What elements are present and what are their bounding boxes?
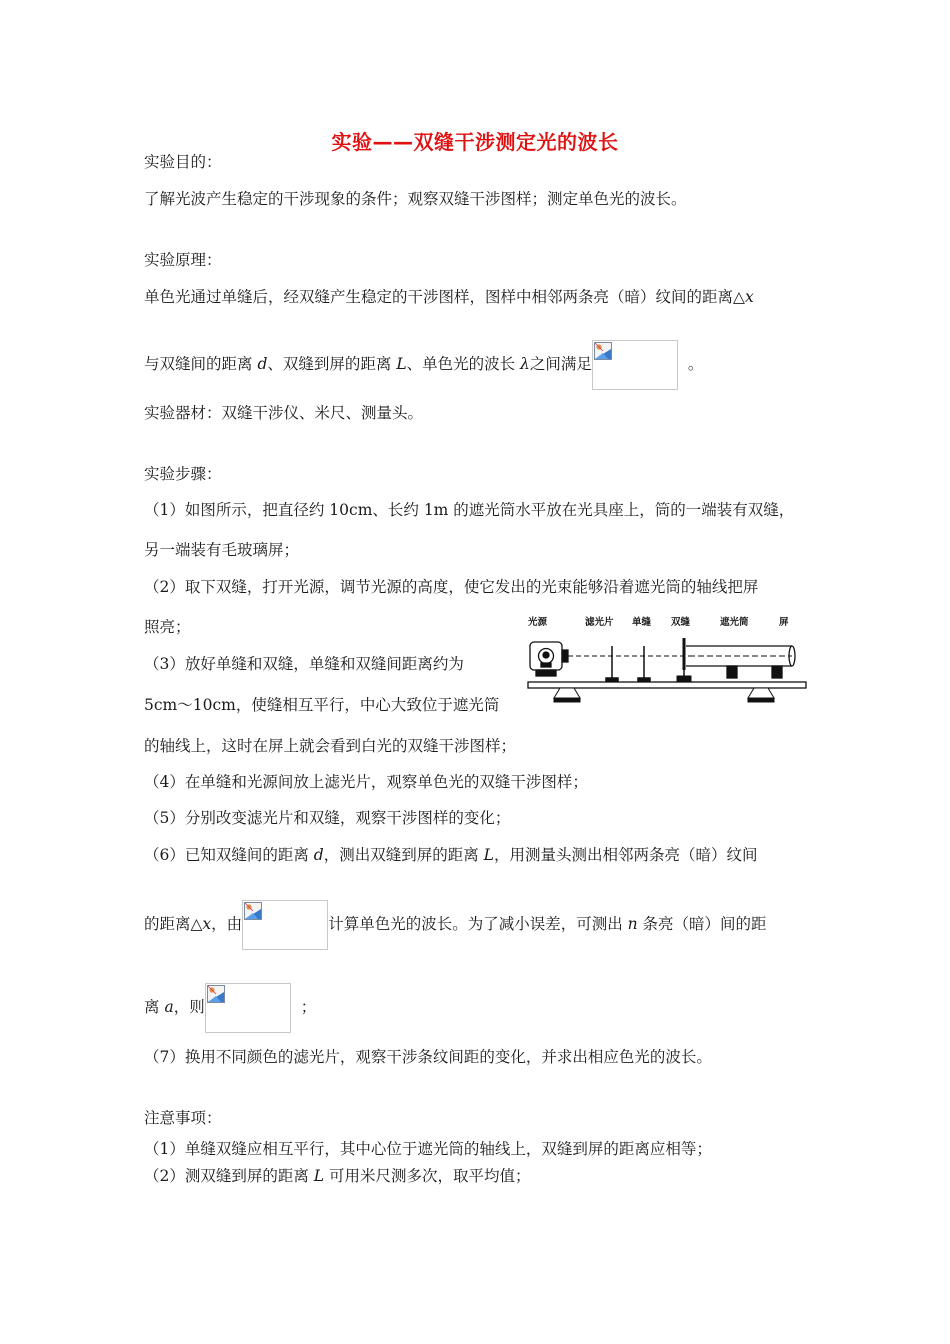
label-filter: 滤光片 — [585, 617, 614, 628]
step-3-line1: （3）放好单缝和双缝，单缝和双缝间距离约为 — [144, 655, 464, 673]
step-4: （4）在单缝和光源间放上滤光片，观察单色光的双缝干涉图样； — [144, 773, 588, 791]
page-title: 实验——双缝干涉测定光的波长 — [331, 130, 619, 154]
purpose-heading: 实验目的： — [144, 153, 222, 171]
notes-heading: 注意事项： — [144, 1109, 222, 1127]
step-5: （5）分别改变滤光片和双缝，观察干涉图样的变化； — [144, 809, 511, 827]
formula-image-placeholder — [592, 340, 678, 390]
optical-bench — [528, 682, 806, 688]
step-6-line3: 离 a，则 ； — [144, 983, 316, 1033]
broken-image-icon — [244, 902, 262, 920]
lambda-symbol: λ — [520, 355, 530, 373]
step-6-line1: （6）已知双缝间的距离 d，测出双缝到屏的距离 L，用测量头测出相邻两条亮（暗）纹间 — [144, 846, 758, 864]
filter-holder — [606, 646, 618, 683]
step-2-line1: （2）取下双缝，打开光源，调节光源的高度，使它发出的光束能够沿着遮光筒的轴线把屏 — [144, 578, 759, 596]
step-3-line3: 的轴线上，这时在屏上就会看到白光的双缝干涉图样； — [144, 737, 517, 755]
step-6-line2: 的距离△x，由 计算单色光的波长。为了减小误差，可测出 n 条亮（暗）间的距 — [144, 900, 767, 950]
steps-heading: 实验步骤： — [144, 465, 222, 483]
principle-heading: 实验原理： — [144, 251, 222, 269]
step-3-line2: 5cm～10cm，使缝相互平行，中心大致位于遮光筒 — [144, 696, 500, 714]
bench-feet — [554, 688, 774, 702]
double-slit-holder — [677, 638, 691, 682]
label-light-source: 光源 — [528, 617, 548, 628]
note-1: （1）单缝双缝应相互平行，其中心位于遮光筒的轴线上，双缝到屏的距离应相等； — [144, 1140, 712, 1158]
label-single-slit: 单缝 — [632, 617, 652, 628]
note-2: （2）测双缝到屏的距离 L 可用米尺测多次，取平均值； — [144, 1167, 531, 1185]
formula-image-placeholder — [205, 983, 291, 1033]
light-source — [530, 642, 568, 676]
label-shading-tube: 遮光筒 — [720, 617, 749, 628]
principle-line1: 单色光通过单缝后，经双缝产生稳定的干涉图样，图样中相邻两条亮（暗）纹间的距离△x — [144, 288, 754, 306]
equipment-text: 实验器材：双缝干涉仪、米尺、测量头。 — [144, 404, 424, 422]
label-screen: 屏 — [779, 617, 789, 628]
step-7: （7）换用不同颜色的滤光片，观察干涉条纹间距的变化，并求出相应色光的波长。 — [144, 1048, 712, 1066]
step-1-line2: 另一端装有毛玻璃屏； — [144, 541, 300, 559]
step-1-line1: （1）如图所示，把直径约 10cm、长约 1m 的遮光筒水平放在光具座上，筒的一端装有双缝， — [144, 501, 795, 519]
single-slit-holder — [638, 646, 650, 683]
double-slit-apparatus-figure — [524, 612, 809, 707]
shading-tube — [686, 646, 795, 678]
principle-line2: 与双缝间的距离 d、双缝到屏的距离 L、单色光的波长 λ之间满足 。 — [144, 340, 703, 390]
formula-image-placeholder — [242, 900, 328, 950]
step-2-line2: 照亮； — [144, 618, 191, 636]
broken-image-icon — [207, 985, 225, 1003]
broken-image-icon — [594, 342, 612, 360]
purpose-text: 了解光波产生稳定的干涉现象的条件；观察双缝干涉图样；测定单色光的波长。 — [144, 190, 687, 208]
label-double-slit: 双缝 — [671, 617, 691, 628]
